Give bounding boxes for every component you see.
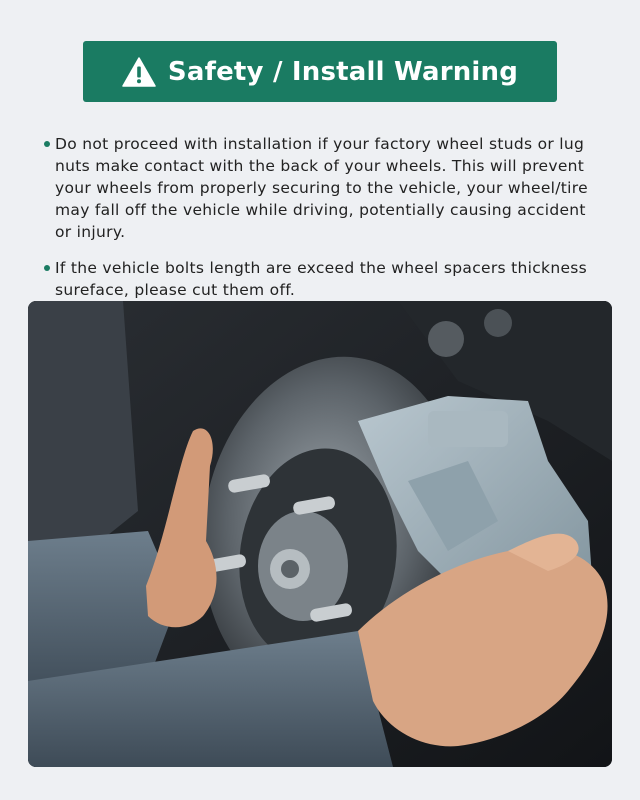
note-text: Do not proceed with installation if your factory wheel studs or lug nuts make contact with the back of your wheels. This will prevent your wheels from properly securing to the vehicle, your wheel/tire may fall off the vehicle while driving, potentially causing accident or injury. <box>55 135 588 241</box>
brake-install-photo <box>28 301 612 767</box>
list-item <box>44 133 604 243</box>
warning-triangle-icon <box>122 57 156 87</box>
warning-notes-list <box>44 133 604 315</box>
banner-title: Safety / Install Warning <box>167 56 519 87</box>
note-text: If the vehicle bolts length are exceed the wheel spacers thickness sureface, please cut them off. <box>55 259 588 299</box>
list-item <box>44 257 604 301</box>
bullet-icon <box>44 141 50 147</box>
bullet-icon <box>44 265 50 271</box>
warning-banner <box>83 41 557 102</box>
